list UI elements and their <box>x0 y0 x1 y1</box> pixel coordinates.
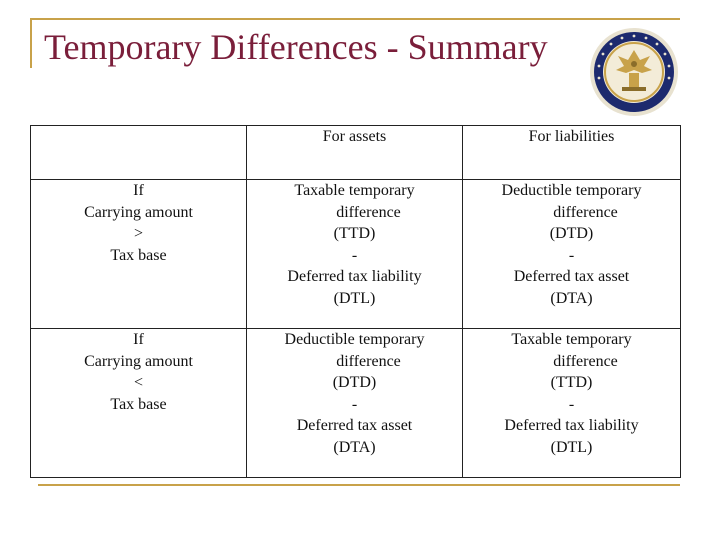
summary-table <box>30 125 681 478</box>
table-header-row <box>31 126 681 180</box>
cell-line: (DTL) <box>550 438 593 456</box>
header-cell-liabilities: For liabilities <box>463 126 681 180</box>
cell-line: (DTL) <box>333 289 376 307</box>
condition-line: Carrying amount <box>84 203 193 221</box>
table-row <box>31 180 681 329</box>
top-rule <box>30 18 680 20</box>
cell-line: (TTD) <box>550 374 593 391</box>
header-cell-blank <box>31 126 247 180</box>
header-cell-assets: For assets <box>247 126 463 180</box>
cell-line: (DTA) <box>550 289 593 307</box>
cell-line: Deferred tax liability <box>504 417 639 434</box>
cell-line: Deductible temporary <box>284 331 425 348</box>
bottom-rule <box>38 484 680 486</box>
cell-line: (DTD) <box>549 225 594 242</box>
cell-line: - <box>351 246 358 264</box>
condition-line: If <box>133 182 144 199</box>
cell-line: difference <box>336 352 401 370</box>
cell-line: difference <box>553 203 618 221</box>
condition-line: < <box>133 374 144 391</box>
cell-line: difference <box>553 352 618 370</box>
condition-line: Carrying amount <box>84 352 193 370</box>
condition-cell <box>31 329 247 478</box>
condition-line: > <box>133 225 144 242</box>
cell-line: Deferred tax asset <box>513 268 630 285</box>
assets-cell <box>247 329 463 478</box>
liabilities-cell <box>463 180 681 329</box>
cell-line: Taxable temporary <box>294 182 415 199</box>
slide-title: Temporary Differences - Summary <box>44 27 548 67</box>
cell-line: (DTA) <box>333 438 376 456</box>
cell-line: Deferred tax liability <box>287 268 422 285</box>
condition-line: Tax base <box>110 246 167 264</box>
cell-line: - <box>568 395 575 413</box>
condition-line: If <box>133 331 144 348</box>
cell-line: - <box>568 246 575 264</box>
cell-line: (DTD) <box>332 374 377 391</box>
liabilities-cell <box>463 329 681 478</box>
cell-line: difference <box>336 203 401 221</box>
cell-line: Taxable temporary <box>511 331 632 348</box>
institute-emblem-icon <box>588 26 680 118</box>
cell-line: Deferred tax asset <box>296 417 413 434</box>
condition-cell <box>31 180 247 329</box>
condition-line: Tax base <box>110 395 167 413</box>
cell-line: Deductible temporary <box>501 182 642 199</box>
cell-line: (TTD) <box>333 225 376 242</box>
table-row <box>31 329 681 478</box>
assets-cell <box>247 180 463 329</box>
left-rule <box>30 18 32 68</box>
cell-line: - <box>351 395 358 413</box>
